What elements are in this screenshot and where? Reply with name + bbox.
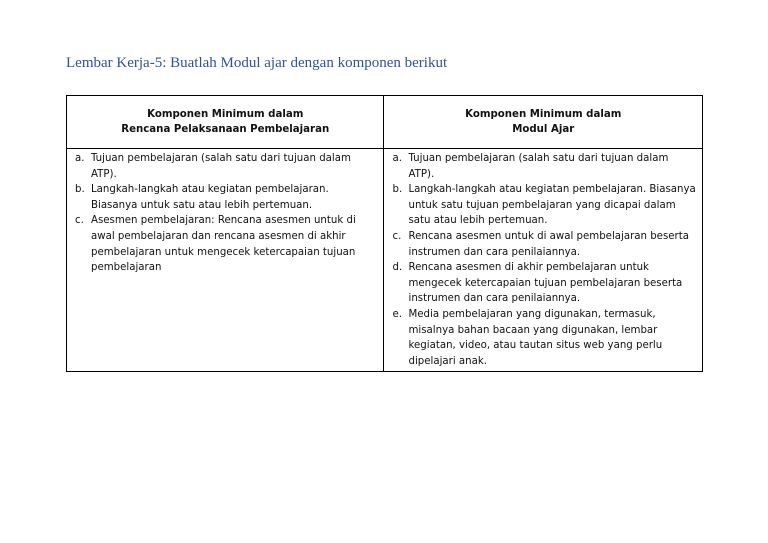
list-item [392,307,696,369]
rpp-list [75,151,377,276]
list-item [75,151,377,182]
list-item-text: Langkah-langkah atau kegiatan pembelajaran. Biasanya untuk satu tujuan pembelajaran yang dicapai dalam satu atau lebih pertemuan. [408,184,696,227]
header-modul-ajar [384,96,703,149]
list-item-text: Tujuan pembelajaran (salah satu dari tujuan dalam ATP). [91,153,351,180]
list-marker: c. [75,215,84,227]
list-item [392,229,696,260]
table-row [67,149,703,372]
list-marker: b. [75,184,85,196]
list-item [392,182,696,229]
components-table [66,95,703,372]
table-header-row [67,96,703,149]
list-marker: a. [75,153,85,164]
list-item-text: Rencana asesmen di akhir pembelajaran untuk mengecek ketercapaian tujuan pembelajaran beserta instrumen dan cara penilaiannya. [408,262,683,305]
list-marker: c. [392,230,402,242]
header-rpp-line1: Komponen Minimum dalam [147,109,304,120]
list-item-text: Tujuan pembelajaran (salah satu dari tujuan dalam ATP). [408,153,669,180]
modul-ajar-cell [384,149,703,372]
list-marker: d. [392,262,403,274]
list-item [75,213,377,275]
list-item-text: Rencana asesmen untuk di awal pembelajaran beserta instrumen dan cara penilaiannya. [408,230,689,258]
header-modul-line2: Modul Ajar [512,124,575,135]
list-item [75,182,377,213]
list-item-text: Langkah-langkah atau kegiatan pembelajaran. Biasanya untuk satu atau lebih pertemuan. [91,184,329,211]
header-rpp [67,96,384,149]
list-marker: e. [392,308,402,320]
page-title: Lembar Kerja-5: Buatlah Modul ajar dengan komponen berikut [66,55,448,71]
rpp-cell [67,149,384,372]
list-item [392,260,696,307]
list-item-text: Media pembelajaran yang digunakan, termasuk, misalnya bahan bacaan yang digunakan, lembar kegiatan, video, atau tautan situs web yang perlu dipelajari anak. [408,308,663,367]
header-rpp-line2: Rencana Pelaksanaan Pembelajaran [121,124,330,135]
modul-ajar-list [392,151,696,369]
list-item-text: Asesmen pembelajaran: Rencana asesmen untuk di awal pembelajaran dan rencana asesmen di akhir pembelajaran untuk mengecek ketercapaian tujuan pembelajaran [91,215,356,274]
list-item [392,151,696,182]
header-modul-line1: Komponen Minimum dalam [465,109,622,120]
list-marker: a. [392,153,402,164]
list-marker: b. [392,184,403,196]
